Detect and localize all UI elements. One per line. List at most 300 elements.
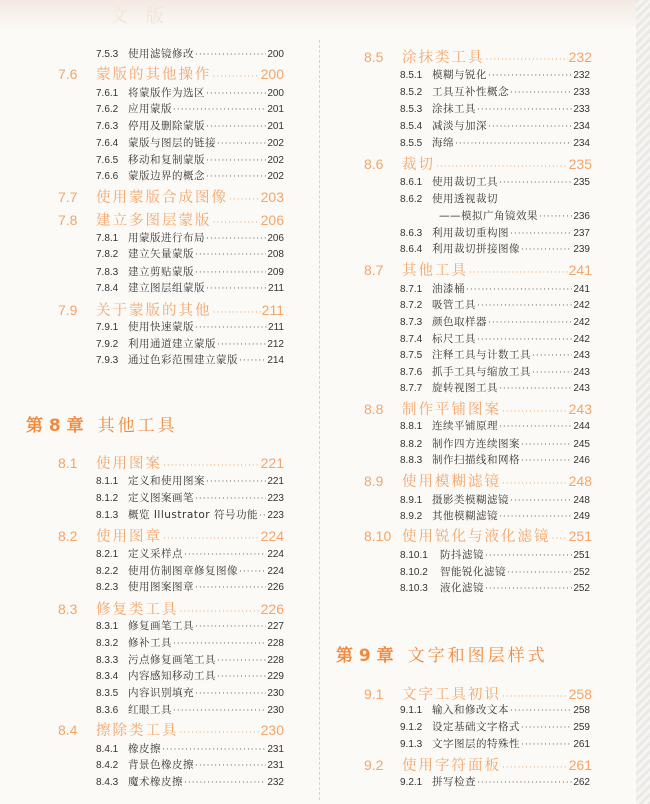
leader-dots: [195, 323, 267, 333]
entry-title: 内容识别填充: [128, 687, 194, 699]
leader-dots: [213, 72, 260, 82]
page-number: 258: [568, 686, 592, 702]
entry-number: 8.7.3: [400, 317, 423, 328]
toc-subsection-entry[interactable]: [96, 490, 284, 505]
entry-title: 利用裁切重构图: [432, 227, 509, 239]
entry-title: 制作平铺图案: [402, 402, 501, 418]
page-number: 232: [267, 777, 284, 788]
column-divider: [319, 40, 320, 800]
entry-number: 7.8.2: [96, 249, 119, 260]
leader-dots: [195, 622, 266, 632]
entry-number: 7.6: [58, 66, 78, 82]
toc-subsection-entry[interactable]: [96, 168, 284, 183]
toc-subsection-entry[interactable]: [400, 174, 590, 189]
entry-number: 7.7: [58, 189, 78, 205]
page-number: 232: [573, 70, 590, 81]
toc-subsection-entry[interactable]: [400, 492, 590, 507]
toc-subsection-entry[interactable]: [96, 319, 284, 334]
page-number: 202: [267, 171, 284, 182]
entry-number: 7.6.5: [96, 155, 119, 166]
entry-number: 7.8.1: [96, 233, 119, 244]
page-number: 200: [267, 88, 284, 99]
leader-dots: [485, 584, 572, 594]
entry-title: 概览 Illustrator 符号功能: [128, 509, 258, 521]
toc-subsection-entry[interactable]: [400, 564, 590, 579]
page-number: 231: [267, 760, 284, 771]
entry-number: 8.8.1: [400, 421, 423, 432]
entry-title: 使用快速蒙版: [128, 321, 194, 333]
page-number: 202: [267, 155, 284, 166]
leader-dots: [213, 218, 260, 228]
leader-dots: [217, 656, 266, 666]
header-ghost-text: 文 版: [110, 6, 170, 27]
leader-dots: [206, 156, 266, 166]
entry-number: 8.3.1: [96, 621, 119, 632]
leader-dots: [486, 55, 568, 65]
entry-title: 红眼工具: [128, 704, 172, 716]
leader-dots: [206, 89, 266, 99]
page-number: 234: [573, 121, 590, 132]
leader-dots: [436, 162, 568, 172]
page-number: 226: [267, 582, 284, 593]
toc-subsection-entry[interactable]: [96, 280, 284, 295]
toc-subsection-entry[interactable]: [96, 230, 284, 245]
leader-dots: [163, 461, 260, 471]
toc-subsection-entry[interactable]: [400, 702, 590, 717]
leader-dots: [521, 456, 572, 466]
toc-subsection-entry[interactable]: [400, 719, 590, 734]
leader-dots: [180, 607, 260, 617]
leader-dots: [502, 692, 568, 702]
entry-title: 蒙版边界的概念: [128, 170, 205, 182]
toc-section-entry[interactable]: [364, 153, 592, 174]
page-number: 208: [267, 249, 284, 260]
entry-title: 用蒙版进行布局: [128, 232, 205, 244]
entry-number: 8.7.2: [400, 300, 423, 311]
entry-title: 使用滤镜修改: [128, 48, 194, 60]
leader-dots: [173, 639, 266, 649]
chapter-number: 第 8 章: [26, 416, 84, 436]
entry-number: 7.6.3: [96, 121, 119, 132]
page-number: 209: [267, 267, 284, 278]
page-number: 237: [573, 228, 590, 239]
entry-title: 修补工具: [128, 637, 172, 649]
page-number: 248: [568, 473, 592, 489]
entry-title: 将蒙版作为选区: [128, 87, 205, 99]
entry-title: 抓手工具与缩放工具: [432, 366, 531, 378]
toc-subsection-entry[interactable]: [96, 635, 284, 650]
entry-number: 8.4.2: [96, 760, 119, 771]
entry-title: 污点修复画笔工具: [128, 654, 216, 666]
entry-title: 其他工具: [402, 263, 468, 279]
entry-title: 建立矢量蒙版: [128, 248, 194, 260]
entry-title: 橡皮擦: [128, 743, 161, 755]
entry-number: 8.6: [364, 156, 384, 172]
toc-subsection-entry[interactable]: [400, 580, 590, 595]
leader-dots: [206, 122, 266, 132]
leader-dots: [499, 384, 572, 394]
entry-title: 吸管工具: [432, 299, 476, 311]
leader-dots: [469, 268, 568, 278]
entry-title: 摄影类模糊滤镜: [432, 494, 509, 506]
leader-dots: [477, 301, 572, 311]
entry-title: ——模拟广角镜效果: [439, 210, 538, 222]
entry-number: 7.6.6: [96, 171, 119, 182]
leader-dots: [206, 284, 267, 294]
toc-subsection-entry[interactable]: [96, 579, 284, 594]
entry-title: 模糊与锐化: [432, 69, 487, 81]
entry-number: 8.7.1: [400, 284, 423, 295]
page-number: 228: [267, 655, 284, 666]
entry-number: 8.3.5: [96, 688, 119, 699]
page-number: 233: [573, 104, 590, 115]
leader-dots: [510, 496, 572, 506]
entry-title: 移动和复制蒙版: [128, 154, 205, 166]
toc-section-entry[interactable]: [364, 683, 592, 704]
toc-entry-continuation[interactable]: [439, 208, 590, 223]
leader-dots: [239, 567, 266, 577]
toc-subsection-entry[interactable]: [96, 668, 284, 683]
entry-number: 7.6.4: [96, 138, 119, 149]
entry-title: 油漆桶: [432, 283, 465, 295]
toc-subsection-entry[interactable]: [96, 563, 284, 578]
entry-number: 8.6.3: [400, 228, 423, 239]
page-number: 248: [573, 495, 590, 506]
toc-subsection-entry[interactable]: [400, 84, 590, 99]
entry-number: 9.2: [364, 757, 384, 773]
leader-dots: [499, 178, 572, 188]
toc-subsection-entry[interactable]: [400, 297, 590, 312]
entry-title: 使用字符面板: [402, 758, 501, 774]
leader-dots: [259, 511, 266, 521]
entry-number: 8.5.4: [400, 121, 423, 132]
leader-dots: [485, 551, 572, 561]
entry-number: 9.1: [364, 686, 384, 702]
page-number: 242: [573, 317, 590, 328]
entry-number: 8.5.2: [400, 87, 423, 98]
page-number: 243: [568, 401, 592, 417]
toc-subsection-entry[interactable]: [96, 546, 284, 561]
entry-title: 应用蒙版: [128, 103, 172, 115]
entry-number: 8.3.2: [96, 638, 119, 649]
leader-dots: [532, 368, 572, 378]
entry-number: 8.10.1: [400, 550, 428, 561]
page-number: 224: [260, 528, 284, 544]
leader-dots: [213, 308, 261, 318]
leader-dots: [217, 340, 266, 350]
entry-title: 蒙版与图层的链接: [128, 137, 216, 149]
chapter-title: 其他工具: [97, 416, 178, 436]
page-number: 230: [260, 722, 284, 738]
toc-section-entry[interactable]: [58, 299, 284, 320]
entry-title: 减淡与加深: [432, 120, 487, 132]
page-number: 235: [568, 156, 592, 172]
page-number: 212: [267, 339, 284, 350]
toc-subsection-entry[interactable]: [96, 246, 284, 261]
toc-subsection-entry[interactable]: [96, 741, 284, 756]
entry-title: 擦除类工具: [96, 723, 179, 739]
toc-subsection-entry[interactable]: [96, 473, 284, 488]
entry-title: 停用及删除蒙版: [128, 120, 205, 132]
entry-number: 7.8.4: [96, 283, 119, 294]
entry-title: 旋转视图工具: [432, 382, 498, 394]
leader-dots: [521, 245, 572, 255]
leader-dots: [477, 778, 572, 788]
entry-number: 8.2.1: [96, 549, 119, 560]
toc-subsection-entry[interactable]: [400, 736, 590, 751]
leader-dots: [539, 212, 572, 222]
page-number: 243: [573, 367, 590, 378]
page-number: 235: [573, 177, 590, 188]
toc-subsection-entry[interactable]: [96, 352, 284, 367]
entry-number: 8.9.2: [400, 511, 423, 522]
toc-subsection-entry[interactable]: [400, 191, 590, 206]
page-number: 214: [267, 355, 284, 366]
leader-dots: [521, 740, 572, 750]
entry-title: 使用模糊滤镜: [402, 474, 501, 490]
entry-number: 8.1: [58, 455, 78, 471]
page-number: 251: [573, 550, 590, 561]
toc-section-entry[interactable]: [364, 259, 592, 280]
page-number: 224: [267, 549, 284, 560]
toc-section-entry[interactable]: [58, 525, 284, 546]
leader-dots: [229, 195, 260, 205]
entry-title: 使用透视裁切: [432, 193, 498, 205]
toc-section-entry[interactable]: [364, 398, 592, 419]
toc-subsection-entry[interactable]: [400, 331, 590, 346]
entry-number: 8.7: [364, 262, 384, 278]
toc-section-entry[interactable]: [364, 470, 592, 491]
toc-subsection-entry[interactable]: [96, 702, 284, 717]
entry-number: 8.6.4: [400, 244, 423, 255]
entry-number: 8.4.3: [96, 777, 119, 788]
leader-dots: [477, 105, 572, 115]
entry-number: 7.9.1: [96, 322, 119, 333]
entry-title: 制作扫描线和网格: [432, 454, 520, 466]
page-number: 221: [267, 476, 284, 487]
page-number: 206: [267, 233, 284, 244]
page-number: 223: [267, 510, 284, 521]
entry-number: 8.7.6: [400, 367, 423, 378]
entry-title: 颜色取样器: [432, 316, 487, 328]
entry-title: 制作四方连续图案: [432, 438, 520, 450]
leader-dots: [206, 172, 266, 182]
leader-dots: [195, 583, 266, 593]
page-number: 242: [573, 334, 590, 345]
entry-title: 定义采样点: [128, 548, 183, 560]
entry-number: 8.3.4: [96, 671, 119, 682]
entry-number: 8.2: [58, 528, 78, 544]
toc-subsection-entry[interactable]: [400, 364, 590, 379]
page-number: 202: [267, 138, 284, 149]
toc-subsection-entry[interactable]: [96, 101, 284, 116]
entry-title: 修复类工具: [96, 602, 179, 618]
toc-subsection-entry[interactable]: [96, 507, 284, 522]
entry-title: 建立多图层蒙版: [96, 213, 212, 229]
leader-dots: [184, 778, 266, 788]
entry-number: 8.5.5: [400, 138, 423, 149]
entry-title: 内容感知移动工具: [128, 670, 216, 682]
leader-dots: [488, 71, 572, 81]
leader-dots: [502, 763, 568, 773]
toc-subsection-entry[interactable]: [96, 118, 284, 133]
leader-dots: [217, 139, 266, 149]
entry-title: 输入和修改文本: [432, 704, 509, 716]
toc-subsection-entry[interactable]: [400, 508, 590, 523]
entry-number: 8.7.7: [400, 383, 423, 394]
toc-subsection-entry[interactable]: [400, 135, 590, 150]
page-number: 221: [260, 455, 284, 471]
leader-dots: [499, 512, 572, 522]
entry-title: 修复画笔工具: [128, 620, 194, 632]
entry-title: 涂抹工具: [432, 103, 476, 115]
page-number: 201: [267, 121, 284, 132]
entry-title: 注释工具与计数工具: [432, 349, 531, 361]
page-number: 241: [568, 262, 592, 278]
leader-dots: [502, 407, 568, 417]
entry-number: 8.2.3: [96, 582, 119, 593]
toc-subsection-entry[interactable]: [96, 652, 284, 667]
page-number: 241: [573, 284, 590, 295]
leader-dots: [195, 494, 266, 504]
toc-section-entry[interactable]: [58, 452, 284, 473]
page-number: 211: [268, 283, 284, 294]
leader-dots: [532, 351, 572, 361]
entry-number: 8.6.2: [400, 194, 423, 205]
toc-section-entry[interactable]: [58, 598, 284, 619]
toc-subsection-entry[interactable]: [400, 547, 590, 562]
entry-number: 8.8.2: [400, 439, 423, 450]
entry-title: 裁切: [402, 157, 435, 173]
page-number: 243: [573, 383, 590, 394]
entry-number: 8.1.3: [96, 510, 119, 521]
toc-subsection-entry[interactable]: [96, 85, 284, 100]
page-number: 206: [260, 212, 284, 228]
leader-dots: [455, 139, 572, 149]
toc-subsection-entry[interactable]: [400, 67, 590, 82]
toc-subsection-entry[interactable]: [400, 452, 590, 467]
leader-dots: [163, 534, 260, 544]
toc-subsection-entry[interactable]: [96, 46, 284, 61]
leader-dots: [195, 250, 266, 260]
toc-subsection-entry[interactable]: [400, 774, 590, 789]
entry-title: 魔术橡皮擦: [128, 776, 183, 788]
leader-dots: [195, 50, 266, 60]
leader-dots: [488, 318, 572, 328]
entry-number: 9.1.3: [400, 739, 423, 750]
entry-title: 使用裁切工具: [432, 176, 498, 188]
chapter-heading: [26, 411, 178, 436]
entry-title: 文字工具初识: [402, 687, 501, 703]
toc-subsection-entry[interactable]: [96, 135, 284, 150]
toc-subsection-entry[interactable]: [96, 618, 284, 633]
entry-number: 8.6.1: [400, 177, 423, 188]
entry-number: 8.7.5: [400, 350, 423, 361]
toc-subsection-entry[interactable]: [96, 685, 284, 700]
page-number: 245: [573, 439, 590, 450]
page-edge-decoration: [636, 0, 650, 804]
leader-dots: [162, 745, 266, 755]
leader-dots: [510, 706, 572, 716]
entry-title: 利用裁切拼接图像: [432, 243, 520, 255]
toc-section-entry[interactable]: [58, 63, 284, 84]
entry-number: 7.8: [58, 212, 78, 228]
leader-dots: [239, 356, 266, 366]
page-number: 200: [260, 66, 284, 82]
entry-title: 涂抹类工具: [402, 50, 485, 66]
entry-title: 使用图案: [96, 456, 162, 472]
toc-subsection-entry[interactable]: [96, 336, 284, 351]
entry-number: 7.6.2: [96, 104, 119, 115]
entry-title: 定义和使用图案: [128, 475, 205, 487]
toc-subsection-entry[interactable]: [400, 436, 590, 451]
entry-number: 8.5.3: [400, 104, 423, 115]
toc-section-entry[interactable]: [58, 719, 284, 740]
toc-subsection-entry[interactable]: [96, 774, 284, 789]
entry-title: 利用通道建立蒙版: [128, 338, 216, 350]
entry-title: 设定基础文字格式: [432, 721, 520, 733]
leader-dots: [173, 105, 266, 115]
toc-section-entry[interactable]: [364, 754, 592, 775]
page-number: 259: [573, 722, 590, 733]
toc-subsection-entry[interactable]: [400, 225, 590, 240]
entry-number: 7.9.3: [96, 355, 119, 366]
toc-section-entry[interactable]: [364, 46, 592, 67]
toc-section-entry[interactable]: [58, 186, 284, 207]
entry-number: 8.2.2: [96, 566, 119, 577]
leader-dots: [521, 440, 572, 450]
entry-title: 使用图案图章: [128, 581, 194, 593]
entry-number: 7.9.2: [96, 339, 119, 350]
leader-dots: [510, 229, 572, 239]
entry-title: 拼写检查: [432, 776, 476, 788]
leader-dots: [206, 234, 266, 244]
toc-subsection-entry[interactable]: [400, 380, 590, 395]
entry-title: 关于蒙版的其他: [96, 303, 212, 319]
entry-number: 7.8.3: [96, 267, 119, 278]
toc-section-entry[interactable]: [364, 525, 592, 546]
entry-title: 海绵: [432, 137, 454, 149]
entry-number: 8.5.1: [400, 70, 423, 81]
page-number: 223: [267, 493, 284, 504]
entry-title: 使用图章: [96, 529, 162, 545]
leader-dots: [499, 422, 572, 432]
page-number: 200: [267, 49, 284, 60]
toc-subsection-entry[interactable]: [400, 101, 590, 116]
entry-number: 7.5.3: [96, 49, 119, 60]
toc-subsection-entry[interactable]: [96, 757, 284, 772]
leader-dots: [466, 285, 572, 295]
page-number: 203: [260, 189, 284, 205]
entry-title: 背景色橡皮擦: [128, 759, 194, 771]
toc-subsection-entry[interactable]: [400, 241, 590, 256]
page-number: 261: [573, 739, 590, 750]
page-number: 211: [268, 322, 284, 333]
toc-subsection-entry[interactable]: [400, 314, 590, 329]
toc-section-entry[interactable]: [58, 209, 284, 230]
entry-number: 8.3: [58, 601, 78, 617]
entry-number: 8.10: [364, 528, 392, 544]
page-number: 226: [260, 601, 284, 617]
toc-subsection-entry[interactable]: [400, 418, 590, 433]
toc-subsection-entry[interactable]: [96, 264, 284, 279]
toc-subsection-entry[interactable]: [400, 347, 590, 362]
entry-number: 8.8: [364, 401, 384, 417]
toc-subsection-entry[interactable]: [400, 118, 590, 133]
toc-subsection-entry[interactable]: [96, 152, 284, 167]
toc-subsection-entry[interactable]: [400, 281, 590, 296]
page-number: 251: [568, 528, 592, 544]
